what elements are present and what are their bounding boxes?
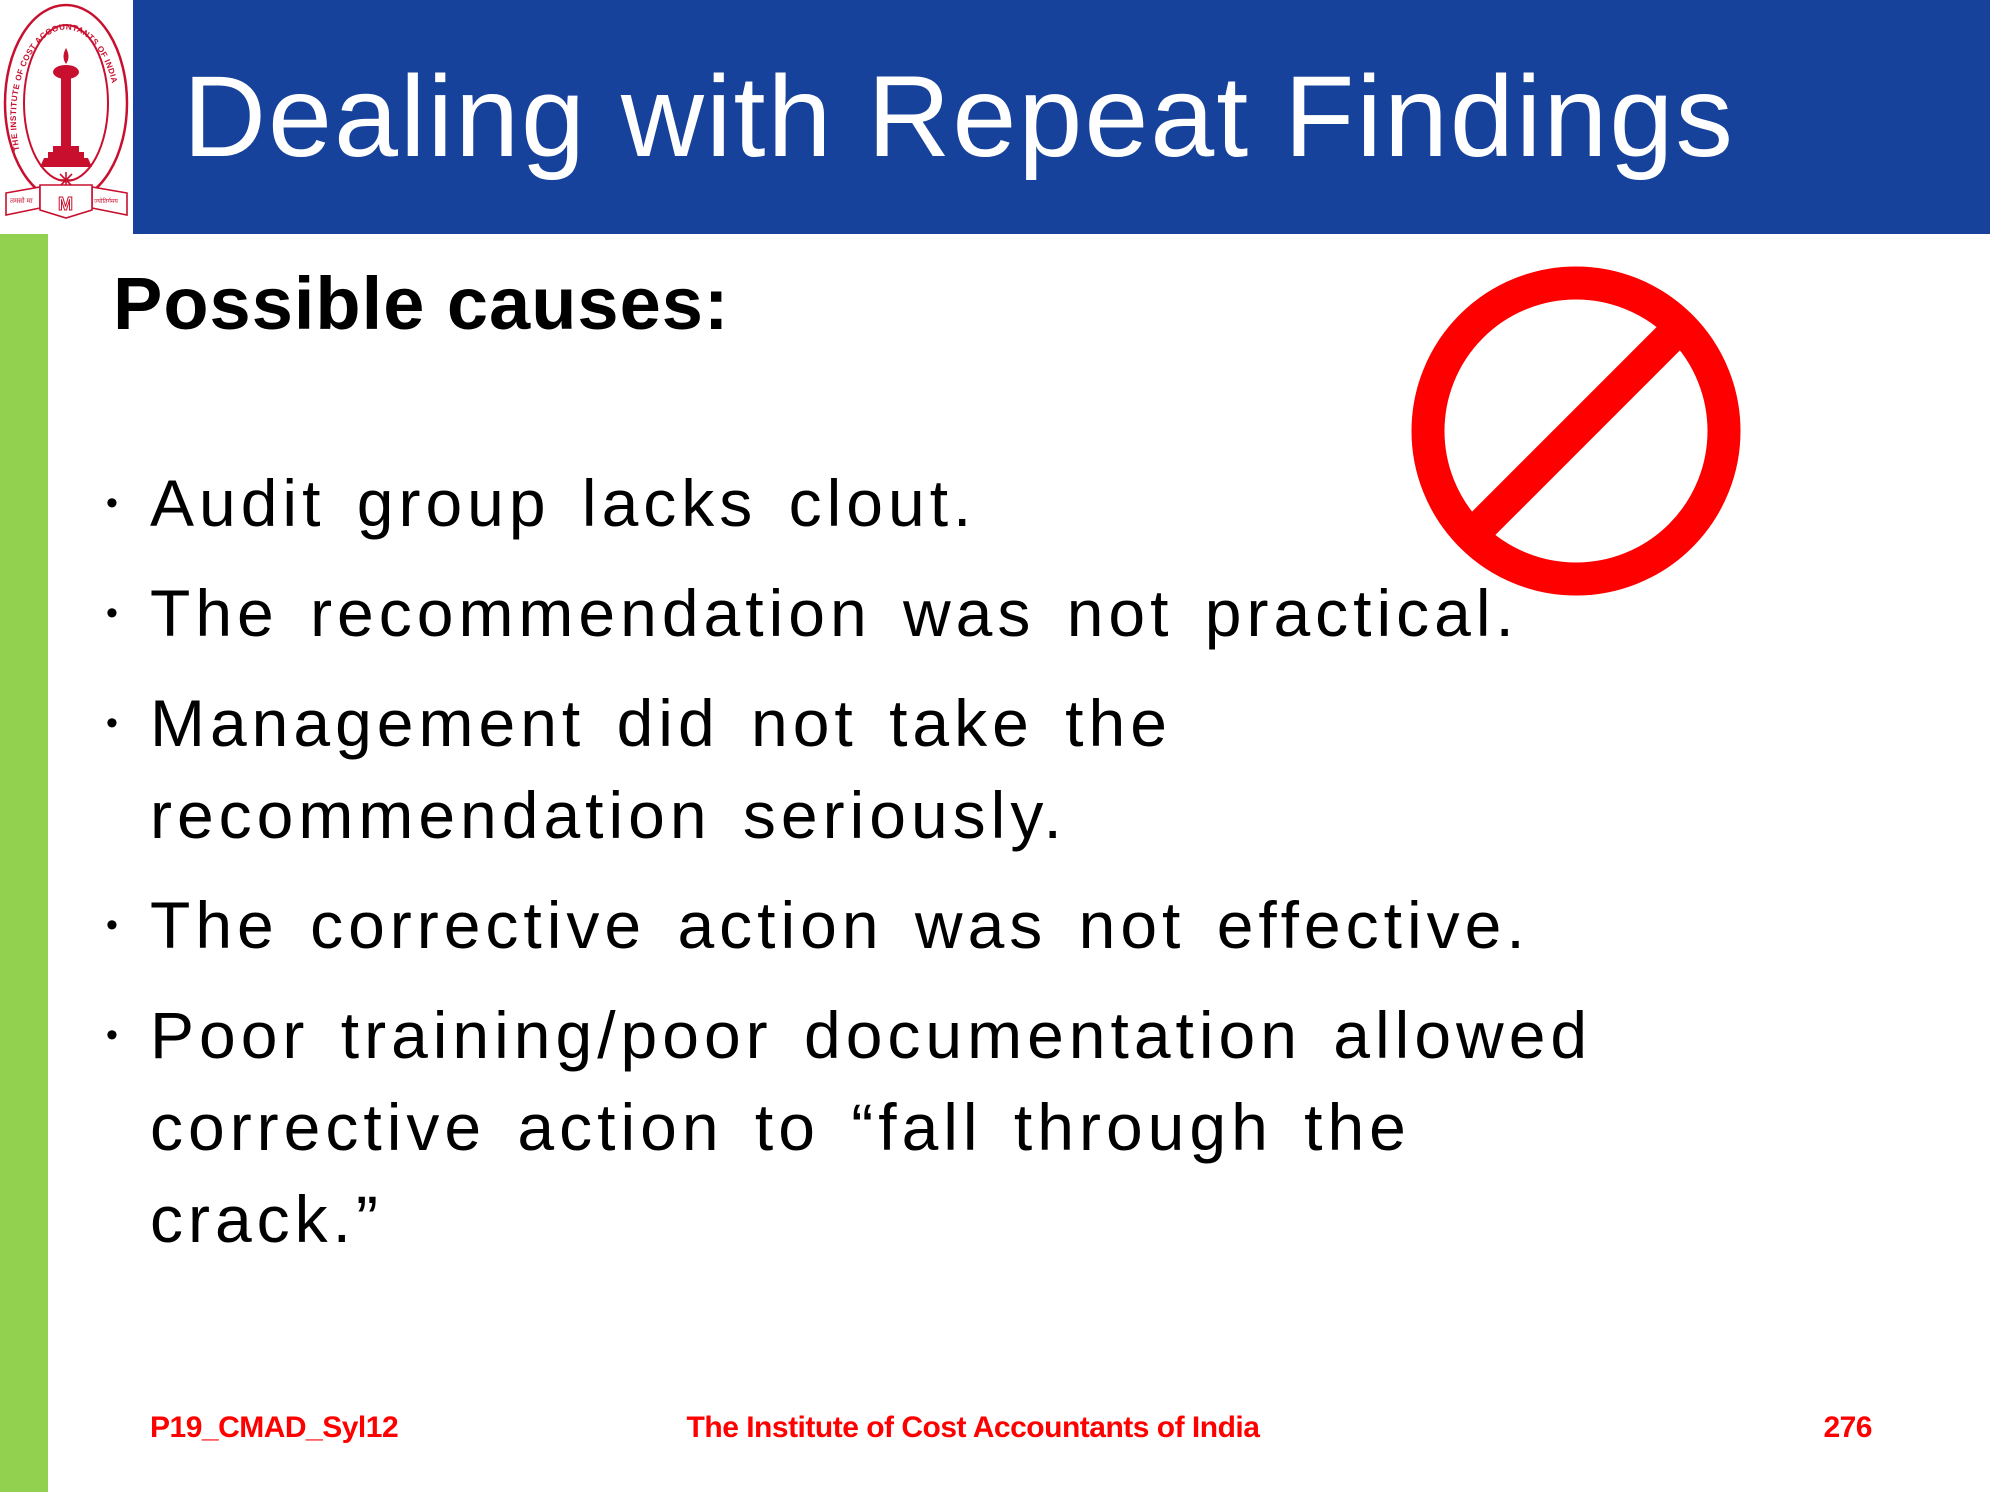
side-stripe [0,234,48,1492]
footer-page-number: 276 [1823,1411,1872,1444]
bullet-dot-icon: • [106,594,118,632]
bullet-line: corrective action to “fall through the [150,1090,1411,1164]
footer-institute-name: The Institute of Cost Accountants of India [686,1411,1260,1444]
prohibition-icon [1408,263,1744,599]
logo-banner-center: M [58,194,73,214]
header-bar [133,0,1990,234]
bullet-item [106,879,1966,971]
bullet-line: Poor training/poor documentation allowed [150,998,1593,1072]
bullet-line: Management did not take the [150,686,1172,760]
logo-banner-right: ज्योतिर्गमय [94,199,118,205]
logo-ring-text: THE INSTITUTE OF COST ACCOUNTANTS OF INDIA [8,22,120,152]
bullet-line: recommendation seriously. [150,778,1067,852]
institute-seal-icon [0,0,133,234]
bullet-dot-icon: • [106,704,118,742]
bullet-line: The recommendation was not practical. [150,576,1519,650]
bullet-dot-icon: • [106,906,118,944]
body-heading: Possible causes: [113,262,730,345]
footer-course-code: P19_CMAD_Syl12 [150,1411,399,1444]
bullet-dot-icon: • [106,484,118,522]
institute-logo [0,0,133,234]
bullet-dot-icon: • [106,1016,118,1054]
slide-title: Dealing with Repeat Findings [183,53,1735,181]
bullet-item [106,989,1966,1265]
bullet-line: Audit group lacks clout. [150,466,977,540]
bullet-line: crack.” [150,1182,383,1256]
logo-banner-left: तमसो मा [10,198,33,205]
footer [0,1406,1990,1450]
bullet-item [106,677,1966,861]
bullet-line: The corrective action was not effective. [150,888,1530,962]
